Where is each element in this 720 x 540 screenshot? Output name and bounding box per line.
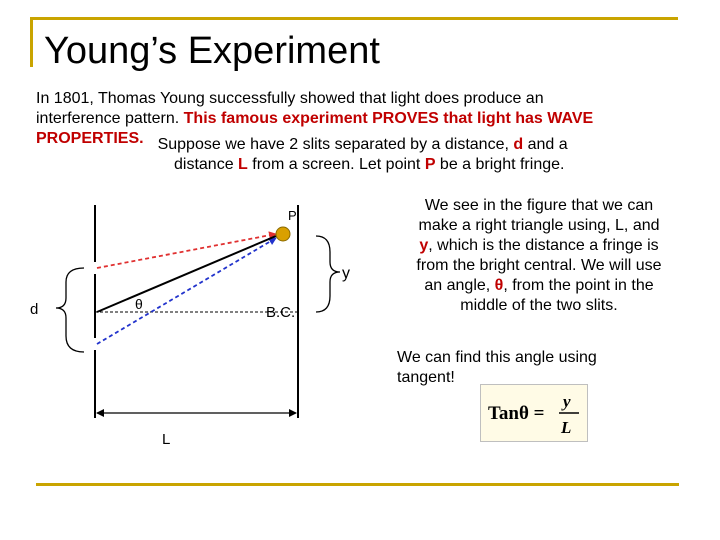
ray-central [97,236,276,312]
formula-denominator: L [561,418,572,437]
side-line-5b: , from the point in the [503,277,654,294]
intro-line-3a: Suppose we have 2 slits separated by a distance, [157,136,514,153]
tangent-formula [480,384,588,442]
d-brace [56,268,84,352]
intro-var-P: P [424,156,436,173]
side-line-4: from the bright central. We will use [416,257,662,274]
tangent-line-2: tangent! [397,369,455,386]
intro-line-3b: and a [523,136,568,153]
label-L: L [162,431,171,448]
intro-line-4b: from a screen. Let point [247,156,425,173]
intro-emphasis: This famous experiment PROVES that light has WAVE [183,110,594,127]
side-line-6: middle of the two slits. [460,297,618,314]
formula-graphic [481,385,587,441]
side-line-2: make a right triangle using, L, and [418,217,660,234]
label-d: d [30,301,39,318]
side-var-theta: θ [494,277,504,294]
tangent-explanation [397,348,667,388]
label-theta: θ [135,296,143,312]
side-line-5a: an angle, [424,277,495,294]
side-var-y: y [419,237,429,254]
label-P: P [288,208,297,223]
side-line-3-rest: , which is the distance a fringe is [428,237,659,254]
intro-var-d: d [513,136,524,153]
label-bright-central: B.C. [266,304,296,321]
intro-emphasis-properties: PROPERTIES. [36,130,144,147]
slide-title: Young’s Experiment [44,30,380,72]
intro-line-1: In 1801, Thomas Young successfully showed that light does produce an [36,90,544,107]
side-line-1: We see in the figure that we can [424,197,654,214]
formula-lhs: Tanθ = [488,403,545,424]
intro-var-L: L [238,156,248,173]
intro-line-2-plain: interference pattern. [36,110,184,127]
side-line-3 [372,236,706,256]
label-y: y [342,265,350,282]
formula-numerator: y [563,392,571,411]
ray-top-slit [97,234,276,268]
side-line-5 [372,276,706,296]
tangent-line-1: We can find this angle using [397,349,597,366]
intro-line-4a: distance [174,156,239,173]
triangle-explanation [372,196,706,316]
y-brace [316,236,340,312]
intro-line-4c: be a bright fringe. [435,156,565,173]
bright-fringe-point [276,227,290,241]
ray-bottom-slit [97,238,276,344]
